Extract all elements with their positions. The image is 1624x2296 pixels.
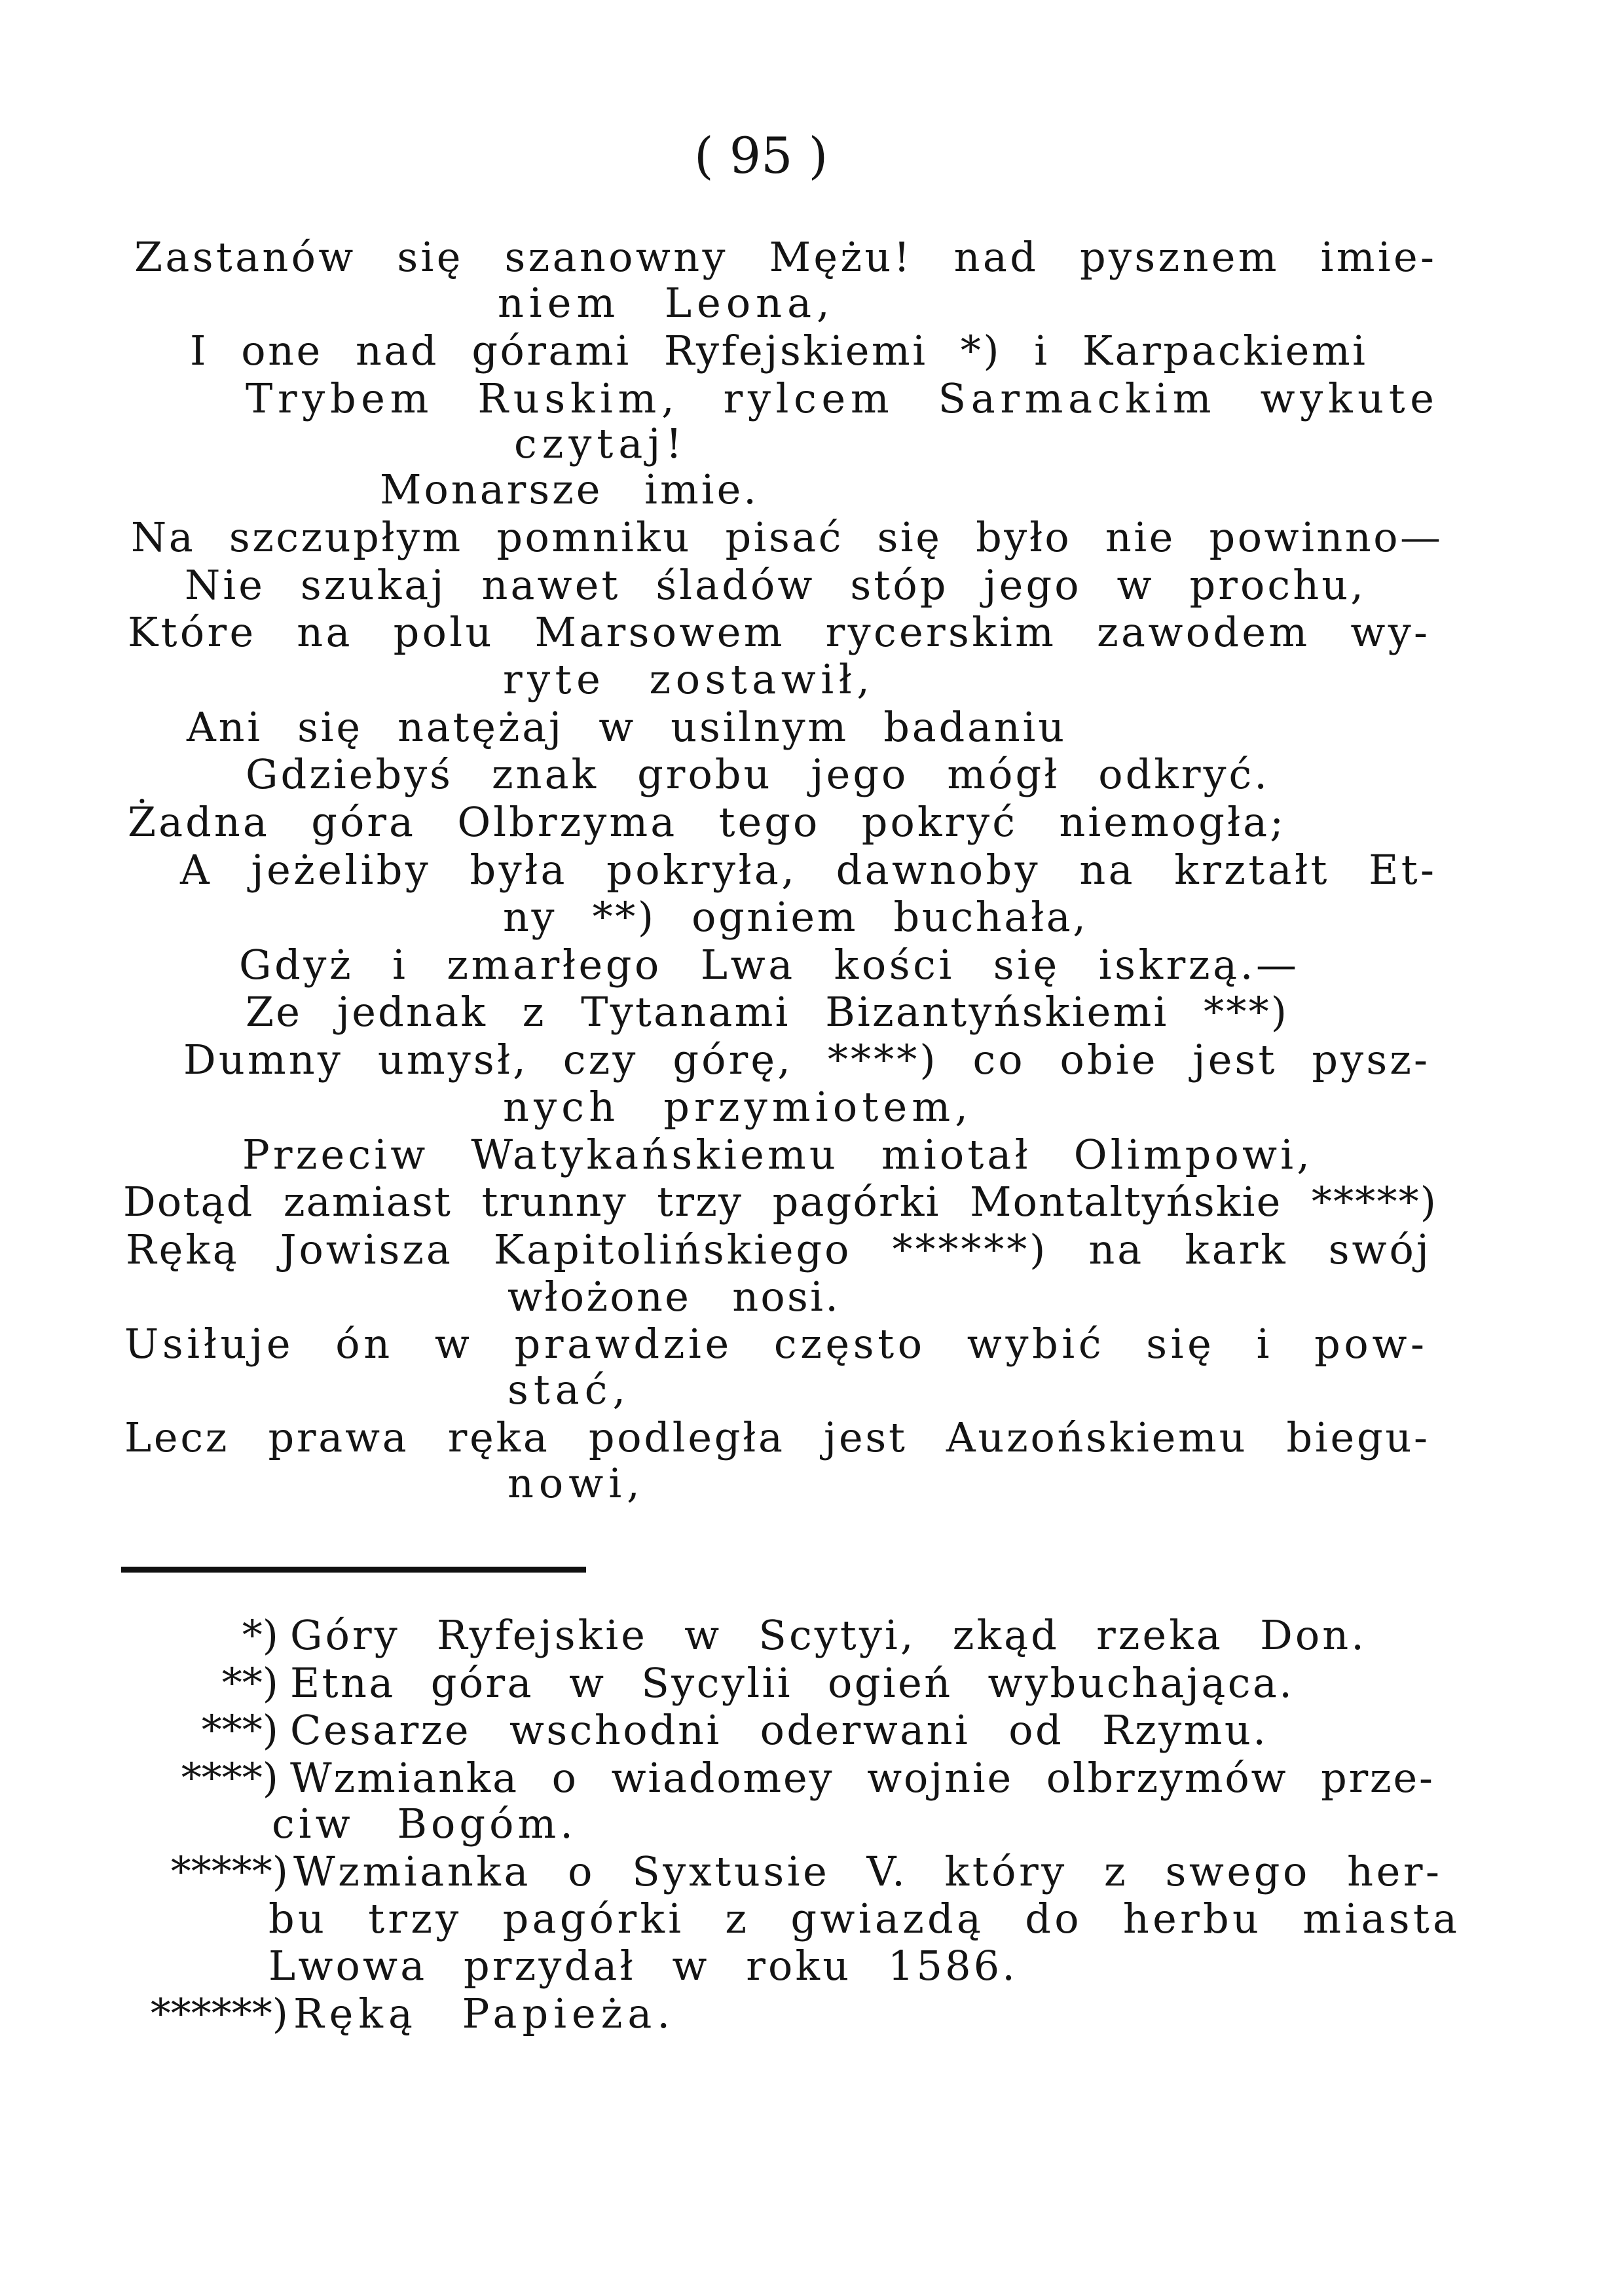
verse-line: Gdziebyś znak grobu jego mógł odkryć.: [246, 750, 1270, 798]
verse-line: Lecz prawa ręka podległa jest Auzońskiemu biegu-: [124, 1413, 1430, 1461]
footnote-text: Wzmianka o wiadomey wojnie olbrzymów prze-: [290, 1754, 1435, 1802]
page-number: ( 95 ): [694, 126, 828, 185]
verse-line: Nie szukaj nawet śladów stóp jego w prochu,: [185, 561, 1367, 609]
footnote: [0, 1895, 1461, 1942]
verse-line: I one nad górami Ryfejskiemi *) i Karpackiemi: [190, 327, 1368, 374]
verse-line: czytaj!: [514, 420, 688, 467]
footnote: [0, 1990, 676, 2037]
footnote-text: Cesarze wschodni oderwani od Rzymu.: [290, 1706, 1268, 1754]
footnote-text: Góry Ryfejskie w Scytyi, zkąd rzeka Don.: [290, 1611, 1367, 1659]
footnote: [0, 1848, 1443, 1895]
verse-line: Zastanów się szanowny Mężu! nad pysznem imie-: [134, 233, 1437, 281]
verse-line: Przeciw Watykańskiemu miotał Olimpowi,: [242, 1131, 1314, 1178]
footnote-mark: ****): [181, 1754, 278, 1802]
verse-line: Żadna góra Olbrzyma tego pokryć niemogła;: [128, 798, 1287, 846]
verse-line: Dumny umysł, czy górę, ****) co obie jest pysz-: [183, 1036, 1431, 1084]
verse-line: włożone nosi.: [507, 1273, 841, 1321]
footnote-mark: **): [221, 1659, 278, 1707]
verse-line: niem Leona,: [498, 279, 835, 327]
footnote-text: bu trzy pagórki z gwiazdą do herbu miasta: [268, 1895, 1461, 1942]
verse-line: nowi,: [507, 1459, 645, 1507]
verse-line: Ręką Jowisza Kapitolińskiego ******) na kark swój: [126, 1226, 1431, 1273]
footnote-text: Wzmianka o Syxtusie V. który z swego her-: [293, 1848, 1443, 1895]
verse-line: ny **) ogniem buchała,: [503, 893, 1088, 941]
verse-line: Ze jednak z Tytanami Bizantyńskiemi ***): [246, 988, 1289, 1036]
verse-line: nych przymiotem,: [503, 1083, 973, 1131]
footnote-mark: ***): [201, 1706, 278, 1754]
footnote-text: Ręką Papieża.: [293, 1990, 676, 2037]
footnote-mark: ******): [150, 1990, 288, 2037]
verse-line: ryte zostawił,: [503, 655, 875, 703]
footnote-divider: [121, 1567, 586, 1573]
footnote: [0, 1754, 1435, 1802]
footnote-mark: *****): [170, 1848, 288, 1895]
footnote: [0, 1942, 1018, 1990]
footnote-text: Etna góra w Sycylii ogień wybuchająca.: [290, 1659, 1295, 1707]
footnote: [0, 1611, 1367, 1659]
footnote-text: Lwowa przydał w roku 1586.: [268, 1942, 1018, 1990]
verse-line: Dotąd zamiast trunny trzy pagórki Montaltyńskie *****): [123, 1178, 1438, 1226]
verse-line: Które na polu Marsowem rycerskim zawodem wy-: [128, 608, 1431, 656]
footnote: [0, 1659, 1295, 1707]
footnote: [0, 1706, 1268, 1754]
verse-line: stać,: [507, 1366, 631, 1413]
verse-line: Trybem Ruskim, rylcem Sarmackim wykute: [246, 374, 1439, 422]
footnote: [0, 1800, 578, 1848]
verse-line: Usiłuje ón w prawdzie często wybić się i pow-: [124, 1320, 1428, 1368]
footnote-mark: *): [242, 1611, 278, 1659]
verse-line: A jeżeliby była pokryła, dawnoby na krztałt Et-: [180, 846, 1437, 894]
footnote-text: ciw Bogóm.: [272, 1800, 578, 1848]
verse-line: Monarsze imie.: [380, 465, 759, 513]
verse-line: Na szczupłym pomniku pisać się było nie powinno—: [131, 513, 1443, 561]
verse-line: Gdyż i zmarłego Lwa kości się iskrzą.—: [239, 941, 1300, 989]
verse-line: Ani się natężaj w usilnym badaniu: [187, 703, 1067, 751]
